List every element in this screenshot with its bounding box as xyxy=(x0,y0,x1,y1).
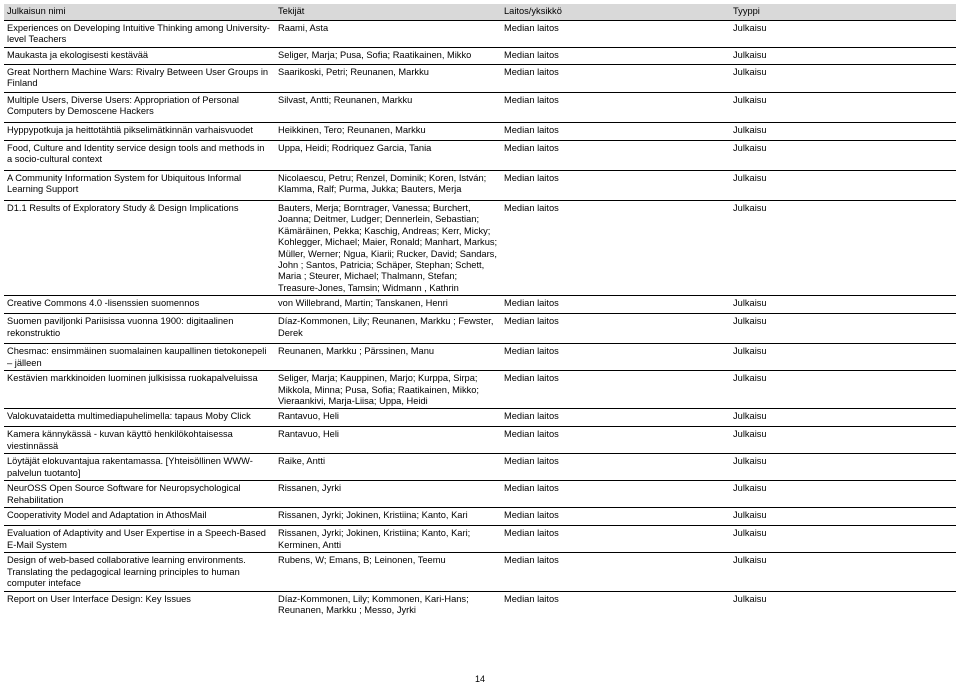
publication-title-cell: Report on User Interface Design: Key Issues xyxy=(7,593,191,604)
unit-cell: Median laitos xyxy=(504,143,559,153)
unit-cell: Median laitos xyxy=(504,411,559,422)
document-page xyxy=(4,4,956,621)
authors-cell: Silvast, Antti; Reunanen, Markku xyxy=(278,95,413,105)
unit-cell: Median laitos xyxy=(504,593,559,604)
unit-cell: Median laitos xyxy=(504,528,559,539)
authors-cell: Díaz-Kommonen, Lily; Kommonen, Kari-Hans; Reunanen, Markku ; Messo, Jyrki xyxy=(278,593,469,616)
unit-cell: Median laitos xyxy=(504,429,559,440)
type-cell: Julkaisu xyxy=(733,555,767,566)
table-row xyxy=(4,481,956,508)
publication-title-cell: Hyppypotkuja ja heittotähtiä pikselimätkinnän varhaisvuodet xyxy=(7,125,253,135)
unit-cell: Median laitos xyxy=(504,373,559,384)
header-type: Tyyppi xyxy=(733,6,760,17)
type-cell: Julkaisu xyxy=(733,456,767,467)
type-cell: Julkaisu xyxy=(733,143,767,153)
type-cell: Julkaisu xyxy=(733,173,767,183)
table-row xyxy=(4,201,956,296)
table-body xyxy=(4,21,956,622)
unit-cell: Median laitos xyxy=(504,125,559,135)
type-cell: Julkaisu xyxy=(733,67,767,77)
unit-cell: Median laitos xyxy=(504,483,559,494)
authors-cell: Seliger, Marja; Pusa, Sofia; Raatikainen, Mikko xyxy=(278,50,472,60)
header-unit: Laitos/yksikkö xyxy=(504,6,562,17)
type-cell: Julkaisu xyxy=(733,298,767,309)
type-cell: Julkaisu xyxy=(733,203,767,213)
authors-cell: Seliger, Marja; Kauppinen, Marjo; Kurppa, Sirpa; Mikkola, Minna; Pusa, Sofia; Raatikainen, Mikko; Vieraankivi, Marja-Liisa; Uppa, Heidi xyxy=(278,373,480,407)
unit-cell: Median laitos xyxy=(504,555,559,566)
unit-cell: Median laitos xyxy=(504,316,559,327)
publication-title-cell: Multiple Users, Diverse Users: Appropriation of Personal Computers by Demoscene Hackers xyxy=(7,95,239,117)
table-row xyxy=(4,93,956,123)
unit-cell: Median laitos xyxy=(504,173,559,183)
publication-title-cell: Kestävien markkinoiden luominen julkisissa ruokapalveluissa xyxy=(7,373,258,384)
unit-cell: Median laitos xyxy=(504,298,559,309)
publication-title-cell: Cooperativity Model and Adaptation in AthosMail xyxy=(7,510,207,521)
authors-cell: Saarikoski, Petri; Reunanen, Markku xyxy=(278,67,429,77)
type-cell: Julkaisu xyxy=(733,316,767,327)
publication-title-cell: Food, Culture and Identity service design tools and methods in a socio-cultural context xyxy=(7,143,265,165)
type-cell: Julkaisu xyxy=(733,593,767,604)
publication-title-cell: Valokuvataidetta multimediapuhelimella: tapaus Moby Click xyxy=(7,411,251,422)
authors-cell: Raami, Asta xyxy=(278,23,329,33)
table-row xyxy=(4,21,956,48)
table-row xyxy=(4,591,956,621)
header-title: Julkaisun nimi xyxy=(7,6,66,17)
publication-title-cell: Löytäjät elokuvantajua rakentamassa. [Yhteisöllinen WWW-palvelun tuotanto] xyxy=(7,456,253,478)
type-cell: Julkaisu xyxy=(733,429,767,440)
type-cell: Julkaisu xyxy=(733,95,767,105)
authors-cell: Heikkinen, Tero; Reunanen, Markku xyxy=(278,125,426,135)
table-row xyxy=(4,508,956,526)
table-row xyxy=(4,427,956,454)
table-row xyxy=(4,65,956,93)
publication-title-cell: Maukasta ja ekologisesti kestävää xyxy=(7,50,149,60)
type-cell: Julkaisu xyxy=(733,373,767,384)
type-cell: Julkaisu xyxy=(733,23,767,33)
type-cell: Julkaisu xyxy=(733,411,767,422)
authors-cell: Raike, Antti xyxy=(278,456,326,467)
table-row xyxy=(4,454,956,481)
type-cell: Julkaisu xyxy=(733,528,767,539)
type-cell: Julkaisu xyxy=(733,50,767,60)
unit-cell: Median laitos xyxy=(504,203,559,213)
publication-title-cell: Design of web-based collaborative learning environments. Translating the pedagogical learning principles to human computer inteface xyxy=(7,555,246,589)
publication-title-cell: Suomen paviljonki Pariisissa vuonna 1900: digitaalinen rekonstruktio xyxy=(7,316,234,338)
table-row xyxy=(4,409,956,427)
unit-cell: Median laitos xyxy=(504,67,559,77)
authors-cell: Díaz-Kommonen, Lily; Reunanen, Markku ; Fewster, Derek xyxy=(278,316,494,338)
authors-cell: Rissanen, Jyrki; Jokinen, Kristiina; Kanto, Kari xyxy=(278,510,468,521)
authors-cell: Bauters, Merja; Borntrager, Vanessa; Burchert, Joanna; Deitmer, Ludger; Dennerlein, Sebastian; Kämäräinen, Pekka; Kaschig, Andreas; Kerr, Micky; Kohlegger, Michael; Maier, Ronald; Manhart, Markus; Müller, Werner; Ngua, Kiarii; Rucker, David; Sandars, John ; Santos, Patricia; Schäper, Stephan; Schett, Maria ; Steurer, Michael; Thalmann, Stefan; Treasure-Jones, Tamsin; Widmann , Kathrin xyxy=(278,203,498,293)
publication-title-cell: A Community Information System for Ubiquitous Informal Learning Support xyxy=(7,173,242,195)
authors-cell: von Willebrand, Martin; Tanskanen, Henri xyxy=(278,298,448,309)
publication-title-cell: Creative Commons 4.0 -lisenssien suomennos xyxy=(7,298,200,309)
table-row xyxy=(4,344,956,371)
authors-cell: Rubens, W; Emans, B; Leinonen, Teemu xyxy=(278,555,446,566)
publication-title-cell: Evaluation of Adaptivity and User Expertise in a Speech-Based E-Mail System xyxy=(7,528,266,550)
unit-cell: Median laitos xyxy=(504,50,559,60)
unit-cell: Median laitos xyxy=(504,456,559,467)
table-row xyxy=(4,314,956,344)
page-number: 14 xyxy=(474,674,485,684)
type-cell: Julkaisu xyxy=(733,125,767,135)
table-row xyxy=(4,371,956,409)
authors-cell: Rissanen, Jyrki xyxy=(278,483,342,494)
publications-table xyxy=(4,4,956,621)
header-authors: Tekijät xyxy=(278,6,305,17)
publication-title-cell: D1.1 Results of Exploratory Study & Design Implications xyxy=(7,203,239,213)
authors-cell: Rantavuo, Heli xyxy=(278,429,339,440)
table-row xyxy=(4,171,956,201)
type-cell: Julkaisu xyxy=(733,510,767,521)
table-row xyxy=(4,526,956,553)
publication-title-cell: Kamera kännykässä - kuvan käyttö henkilökohtaisessa viestinnässä xyxy=(7,429,233,451)
table-row xyxy=(4,123,956,141)
unit-cell: Median laitos xyxy=(504,510,559,521)
type-cell: Julkaisu xyxy=(733,483,767,494)
authors-cell: Nicolaescu, Petru; Renzel, Dominik; Koren, István; Klamma, Ralf; Purma, Jukka; Bauters, Merja xyxy=(278,173,487,195)
table-row xyxy=(4,553,956,591)
unit-cell: Median laitos xyxy=(504,95,559,105)
publication-title-cell: Experiences on Developing Intuitive Thinking among University-level Teachers xyxy=(7,23,270,45)
type-cell: Julkaisu xyxy=(733,346,767,357)
publication-title-cell: Chesmac: ensimmäinen suomalainen kaupallinen tietokonepeli – jälleen xyxy=(7,346,267,368)
unit-cell: Median laitos xyxy=(504,23,559,33)
authors-cell: Reunanen, Markku ; Pärssinen, Manu xyxy=(278,346,435,357)
table-header-row xyxy=(4,4,956,21)
unit-cell: Median laitos xyxy=(504,346,559,357)
authors-cell: Rissanen, Jyrki; Jokinen, Kristiina; Kanto, Kari; Kerminen, Antti xyxy=(278,528,471,550)
authors-cell: Rantavuo, Heli xyxy=(278,411,339,422)
table-row xyxy=(4,141,956,171)
publication-title-cell: NeurOSS Open Source Software for Neuropsychological Rehabilitation xyxy=(7,483,241,505)
publication-title-cell: Great Northern Machine Wars: Rivalry Between User Groups in Finland xyxy=(7,67,269,89)
table-row xyxy=(4,296,956,314)
authors-cell: Uppa, Heidi; Rodriquez Garcia, Tania xyxy=(278,143,432,153)
table-row xyxy=(4,48,956,65)
